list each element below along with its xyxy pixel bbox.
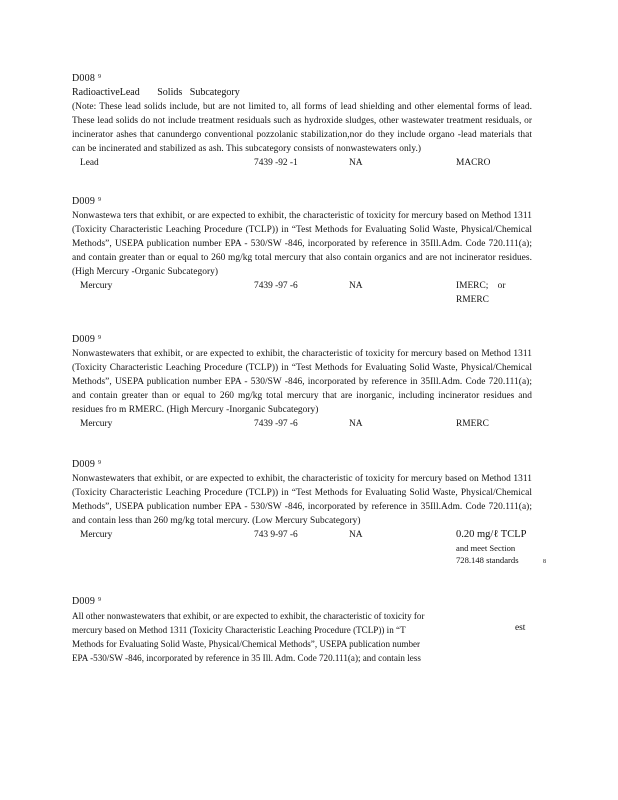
footnote-mark: 9	[98, 460, 102, 466]
wastewater-standard: NA	[349, 530, 363, 540]
description-line: EPA -530/SW -846, incorporated by reference in 35 Ill. Adm. Code 720.111(a); and contain less	[72, 653, 421, 663]
section-d009-high-organic	[72, 195, 532, 307]
wastewater-standard: NA	[349, 158, 363, 168]
constituent-name: Lead	[80, 158, 99, 168]
cas-number: 7439 -92 -1	[254, 158, 298, 168]
description-line: Methods for Evaluating Solid Waste, Physical/Chemical Methods”, USEPA publication number	[72, 639, 421, 649]
nonwastewater-standard-cont: and meet Section	[456, 543, 516, 553]
wastewater-standard: NA	[349, 281, 363, 291]
cas-number: 743 9-97 -6	[254, 530, 298, 540]
constituent-row	[72, 279, 532, 293]
cas-number: 7439 -97 -6	[254, 281, 298, 291]
description-line: All other nonwastewaters that exhibit, or are expected to exhibit, the characteristic of toxicity for	[72, 611, 425, 621]
nonwastewater-standard: RMERC	[456, 419, 489, 429]
constituent-name: Mercury	[80, 419, 113, 429]
footnote-mark: 9	[98, 597, 102, 603]
text-fragment: est	[515, 623, 526, 633]
section-d009-low-mercury	[72, 458, 546, 566]
subcategory-title: RadioactiveLead Solids Subcategory	[72, 87, 240, 98]
nonwastewater-standard: MACRO	[456, 158, 491, 168]
description: Nonwastewaters that exhibit, or are expected to exhibit, the characteristic of toxicity for mercury based on Method 1311 (Toxicity Characteristic Leaching Procedure (TCLP)) in “Test Methods for Evaluating Solid Waste, Physical/Chemical Methods”, USEPA publication number EPA - 530/SW -846, incorporated by reference in 35Ill.Adm. Code 720.111(a); and contain less than 260 mg/kg total mercury. (Low Mercury Subcategory)	[72, 474, 532, 526]
constituent-row	[72, 528, 532, 542]
waste-code: D009 $^9$	[72, 596, 102, 607]
constituent-name: Mercury	[80, 530, 113, 540]
description: Nonwastewa ters that exhibit, or are expected to exhibit, the characteristic of toxicity for mercury based on Method 1311 (Toxicity Characteristic Leaching Procedure (TCLP)) in “Test Methods for Evaluating Solid Waste, Physical/Chemical Methods”, USEPA publication number EPA - 530/SW -846, incorporated by reference in 35Ill.Adm. Code 720.111(a); and contain greater than or equal to 260 mg/kg total mercury that also contain organics and are not incinerator residues. (High Mercury -Organic Subcategory)	[72, 211, 532, 277]
wastewater-standard: NA	[349, 419, 363, 429]
description: Nonwastewaters that exhibit, or are expected to exhibit, the characteristic of toxicity for mercury based on Method 1311 (Toxicity Characteristic Leaching Procedure (TCLP)) in “Test Methods for Evaluating Solid Waste, Physical/Chemical Methods”, USEPA publication number EPA - 530/SW -846, incorporated by reference in 35Ill.Adm. Code 720.111(a); and contain greater than or equal to 260 mg/kg total mercury that are inorganic, including incinerator residues and residues fro m RMERC. (High Mercury -Inorganic Subcategory)	[72, 349, 532, 415]
footnote-mark: 8	[543, 559, 546, 565]
section-d009-high-inorganic	[72, 333, 532, 431]
nonwastewater-standard-cont: 728.148 standards	[456, 555, 519, 565]
nonwastewater-standard: 0.20 mg/ℓ TCLP	[456, 529, 527, 540]
waste-code: D009 $^9$	[72, 334, 102, 345]
nonwastewater-standard: IMERC; or	[456, 281, 506, 291]
footnote-mark: 9	[98, 197, 102, 203]
waste-code: D009 $^9$	[72, 459, 102, 470]
description: (Note: These lead solids include, but are not limited to, all forms of lead shielding and other elemental forms of lead. These lead solids do not include treatment residuals such as hydroxide sludges, other wastewater treatment residuals, or incinerator ashes that canundergo conventional pozzolanic stabilization,nor do they include organo -lead materials that can be incinerated and stabilized as ash. This subcategory consists of nonwastewaters only.)	[72, 102, 532, 154]
footnote-mark: 9	[98, 335, 102, 341]
cas-number: 7439 -97 -6	[254, 419, 298, 429]
constituent-name: Mercury	[80, 281, 113, 291]
section-d008	[72, 72, 532, 170]
constituent-row	[72, 156, 532, 170]
constituent-row	[72, 417, 532, 431]
nonwastewater-standard-cont: RMERC	[456, 295, 489, 305]
section-d009-other	[72, 595, 542, 665]
waste-code: D009 $^9$	[72, 196, 102, 207]
waste-code: D008 $^9$	[72, 73, 102, 84]
description-line: mercury based on Method 1311 (Toxicity Characteristic Leaching Procedure (TCLP)) in “T	[72, 625, 406, 635]
footnote-mark: 9	[98, 74, 102, 80]
